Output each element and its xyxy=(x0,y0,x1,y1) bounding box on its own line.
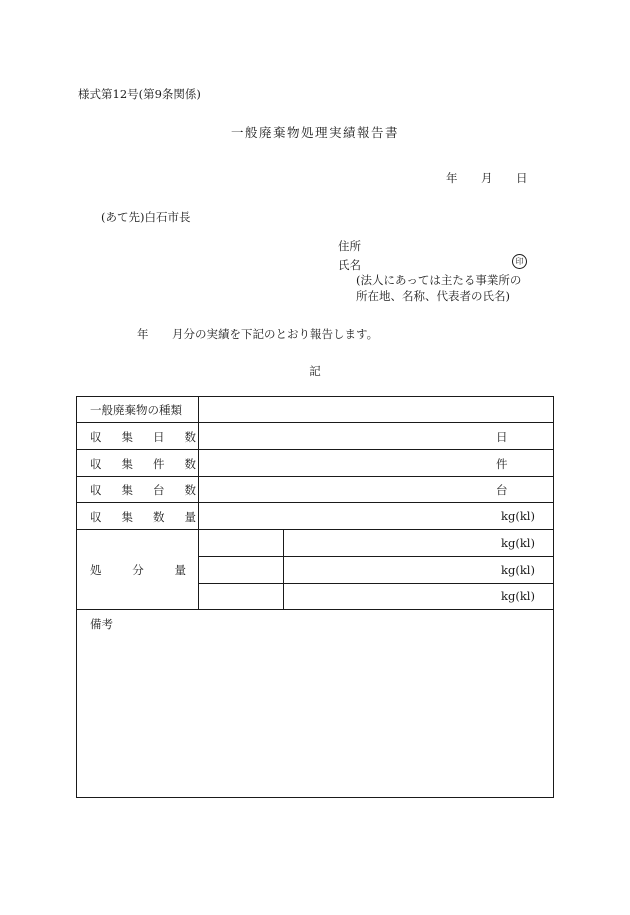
collection-days-label: 収 集 日 数 xyxy=(90,430,196,444)
corporate-note-line1: (法人にあっては主たる事業所の xyxy=(356,273,522,287)
table-rule xyxy=(76,502,554,503)
collection-quantity-field[interactable] xyxy=(200,505,552,527)
table-rule xyxy=(76,422,554,423)
disposal-method-field[interactable] xyxy=(200,558,281,581)
collection-quantity-unit: kg(kl) xyxy=(501,509,535,523)
waste-type-field[interactable] xyxy=(200,398,552,420)
addressee: (あて先)白石市長 xyxy=(101,210,191,224)
collection-vehicles-label: 収 集 台 数 xyxy=(90,483,196,497)
document-title: 一般廃棄物処理実績報告書 xyxy=(230,125,399,140)
disposal-unit: kg(kl) xyxy=(501,589,535,603)
table-rule xyxy=(198,583,554,584)
table-rule xyxy=(198,556,554,557)
name-label: 氏名 xyxy=(338,258,361,272)
collection-cases-unit: 件 xyxy=(496,457,508,471)
disposal-unit: kg(kl) xyxy=(501,563,535,577)
seal-icon: 印 xyxy=(512,254,527,269)
disposal-method-field[interactable] xyxy=(200,531,281,554)
collection-days-unit: 日 xyxy=(496,430,508,444)
remarks-field[interactable] xyxy=(78,632,552,796)
date-day-label: 日 xyxy=(516,171,528,185)
collection-cases-label: 収 集 件 数 xyxy=(90,457,196,471)
table-rule xyxy=(283,529,284,609)
remarks-label: 備考 xyxy=(90,617,113,631)
report-statement: 月分の実績を下記のとおり報告します。 xyxy=(172,327,379,341)
address-label: 住所 xyxy=(338,239,361,253)
table-rule xyxy=(76,449,554,450)
date-year-label: 年 xyxy=(446,171,458,185)
table-rule xyxy=(76,529,554,530)
report-year-label: 年 xyxy=(137,327,149,341)
disposal-unit: kg(kl) xyxy=(501,536,535,550)
waste-type-label: 一般廃棄物の種類 xyxy=(90,403,182,417)
disposal-quantity-label: 処 分 量 xyxy=(90,563,186,577)
collection-quantity-label: 収 集 数 量 xyxy=(90,510,196,524)
form-number: 様式第12号(第9条関係) xyxy=(78,87,201,101)
date-month-label: 月 xyxy=(481,171,493,185)
corporate-note-line2: 所在地、名称、代表者の氏名) xyxy=(356,289,510,303)
ki-heading: 記 xyxy=(309,364,321,378)
table-rule xyxy=(198,396,199,609)
table-rule xyxy=(76,609,554,610)
collection-vehicles-unit: 台 xyxy=(496,483,508,497)
disposal-method-field[interactable] xyxy=(200,585,281,607)
table-rule xyxy=(76,476,554,477)
